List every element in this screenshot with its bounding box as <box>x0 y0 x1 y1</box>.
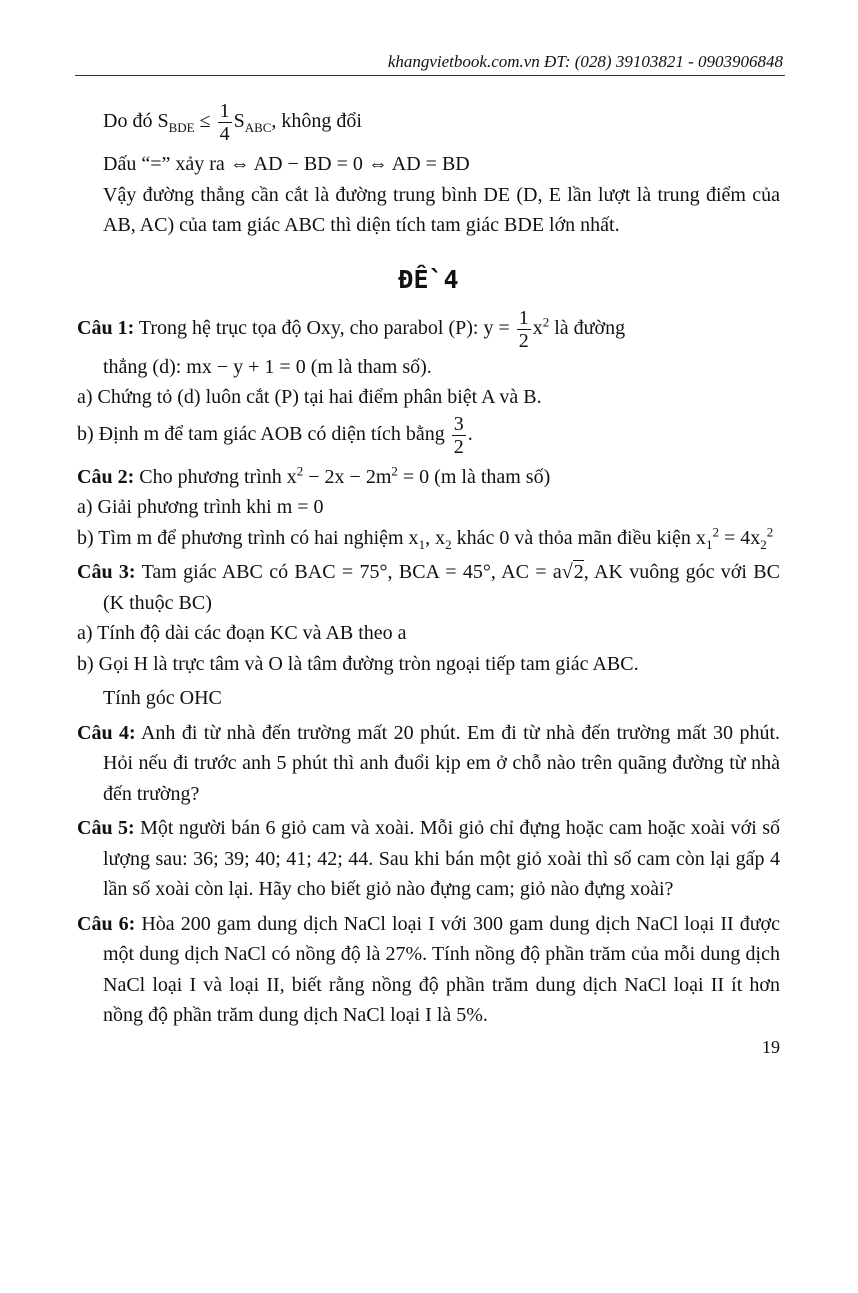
denominator: 4 <box>219 123 230 145</box>
text: b) Tìm m để phương trình có hai nghiệm x <box>77 526 419 549</box>
text: , AK vuông góc với BC (K thuộc BC) <box>103 561 780 614</box>
fraction <box>517 307 531 352</box>
intro-line-2: Dấu “=” xảy ra ⇔ AD − BD = 0 ⇔ AD = BD <box>103 153 470 175</box>
text: là đường <box>549 316 626 339</box>
superscript: 2 <box>542 313 550 329</box>
question-label: Câu 3: <box>77 561 136 583</box>
denominator: 2 <box>453 435 464 458</box>
fraction <box>452 413 466 458</box>
text: = 0 (m là tham số) <box>397 465 551 488</box>
text: , x <box>425 526 446 549</box>
question-1a: a) Chứng tỏ (d) luôn cắt (P) tại hai điểm phân biệt A và B. <box>77 386 542 408</box>
text: b) Định m để tam giác AOB có diện tích bằng <box>77 422 450 445</box>
superscript: 2 <box>766 523 774 539</box>
text: khác 0 và thỏa mãn điều kiện x <box>451 526 706 549</box>
text: − 2x − 2m <box>303 465 392 488</box>
question-1 <box>77 307 780 352</box>
subscript: ABC <box>244 120 272 136</box>
question-label: Câu 2: <box>77 465 135 488</box>
question-3: Câu 3: Tam giác ABC có BAC = 75°, BCA = 45°, AC = a√2, AK vuông góc với BC (K thuộc BC) <box>77 561 780 614</box>
text: Một người bán 6 giỏ cam và xoài. Mỗi giỏ chỉ đựng hoặc cam hoặc xoài với số lượng sau: 36; 39; 40; 41; 42; 44. Sau khi bán một giỏ xoài thì số cam còn lại gấp 4 lần số xoài còn lại. Hãy cho biết giỏ nào đựng cam; giỏ nào đựng xoài? <box>103 817 780 900</box>
text: Tam giác ABC có BAC = 75°, BCA = 45°, AC = a <box>135 561 562 583</box>
intro-line-1 <box>77 100 780 145</box>
question-2 <box>77 462 780 493</box>
subscript: 1 <box>705 536 713 552</box>
question-label: Câu 5: <box>77 817 135 839</box>
text: Hòa 200 gam dung dịch NaCl loại I với 300 gam dung dịch NaCl loại II được một dung dịch NaCl có nồng độ là 27%. Tính nồng độ phần trăm của mỗi dung dịch NaCl loại I và loại II, biết rằng nồng độ phần trăm dung dịch NaCl loại II ít hơn nồng độ phần trăm dung dịch NaCl loại I là 5%. <box>103 912 780 1026</box>
text: Trong hệ trục tọa độ Oxy, cho parabol (P): y = <box>134 316 515 339</box>
numerator: 1 <box>518 306 529 329</box>
question-4 <box>77 718 780 810</box>
subscript: 1 <box>418 536 426 552</box>
page-body <box>77 100 780 1058</box>
superscript: 2 <box>391 462 398 478</box>
page-header: khangvietbook.com.vn ĐT: (028) 39103821 - 0903906848 <box>387 52 783 71</box>
subscript: 2 <box>760 536 767 552</box>
question-label: Câu 6: <box>77 912 136 935</box>
intro-conclusion: Vậy đường thẳng cần cắt là đường trung bình DE (D, E lần lượt là trung điểm của AB, AC) của tam giác ABC thì diện tích tam giác BDE lớn nhất. <box>103 183 780 236</box>
question-label: Câu 4: <box>77 721 136 744</box>
superscript: 2 <box>296 462 304 478</box>
question-1-line-2: thẳng (d): mx − y + 1 = 0 (m là tham số). <box>103 355 432 378</box>
header-rule <box>75 75 785 76</box>
question-2a: a) Giải phương trình khi m = 0 <box>77 496 324 518</box>
superscript: 2 <box>712 523 719 539</box>
text: x <box>532 316 543 339</box>
text: , không đổi <box>271 110 362 133</box>
text: Do đó S <box>103 110 169 133</box>
subscript: 2 <box>445 536 452 552</box>
text: . <box>467 422 473 445</box>
page-number: 19 <box>762 1036 780 1057</box>
question-3a: a) Tính độ dài các đoạn KC và AB theo a <box>77 622 407 644</box>
question-label: Câu 1: <box>77 316 135 339</box>
question-3b-line-2: Tính góc OHC <box>103 687 222 709</box>
subscript: BDE <box>168 120 195 136</box>
question-5 <box>77 813 780 905</box>
text: Cho phương trình x <box>134 465 297 488</box>
square-root: 2 <box>573 561 584 583</box>
question-6 <box>77 909 780 1031</box>
denominator: 2 <box>518 329 529 352</box>
numerator: 3 <box>453 412 464 435</box>
question-3b: b) Gọi H là trực tâm và O là tâm đường tròn ngoại tiếp tam giác ABC. <box>77 652 639 675</box>
fraction <box>218 100 232 145</box>
numerator: 1 <box>219 100 230 122</box>
text: S <box>233 110 245 133</box>
text: = 4x <box>718 526 761 549</box>
question-2b <box>77 523 780 554</box>
section-title: ĐỀ 4 <box>398 264 459 294</box>
text: ≤ <box>194 110 216 133</box>
text: Anh đi từ nhà đến trường mất 20 phút. Em đi từ nhà đến trường mất 30 phút. Hỏi nếu đi trước anh 5 phút thì anh đuổi kịp em ở chỗ nào trên quãng đường từ nhà đến trường? <box>103 721 781 805</box>
question-1b <box>77 413 780 458</box>
